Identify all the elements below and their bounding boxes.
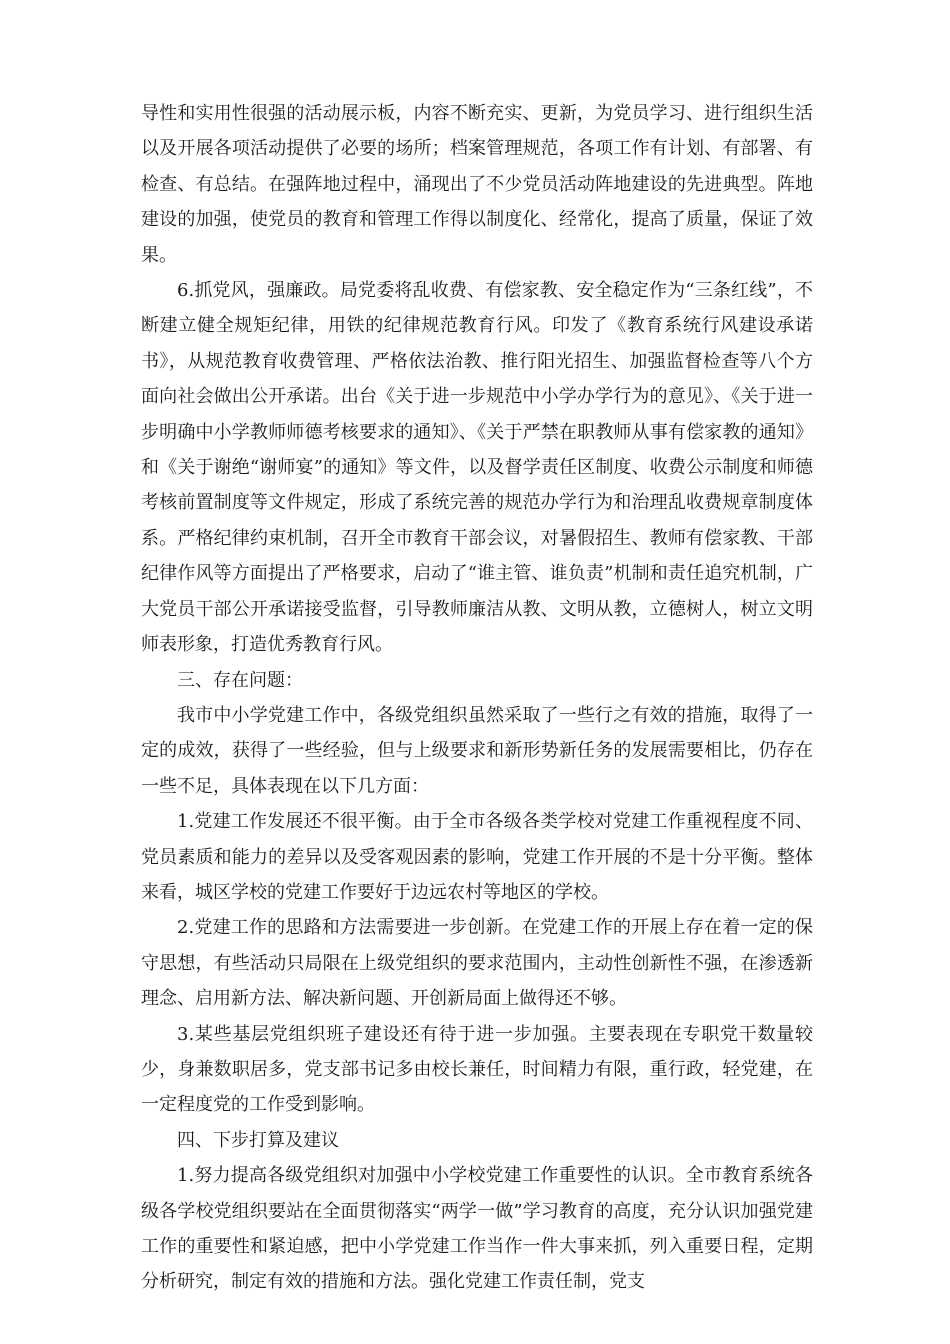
paragraph: 3.某些基层党组织班子建设还有待于进一步加强。主要表现在专职党干数量较少，身兼数职居多，党支部书记多由校长兼任，时间精力有限，重行政，轻党建，在一定程度党的工作受到影响。	[141, 1023, 813, 1116]
paragraph: 6.抓党风，强廉政。局党委将乱收费、有偿家教、安全稳定作为“三条红线”，不断建立健全规矩纪律，用铁的纪律规范教育行风。印发了《教育系统行风建设承诺书》，从规范教育收费管理、严格依法治教、推行阳光招生、加强监督检查等八个方面向社会做出公开承诺。出台《关于进一步规范中小学办学行为的意见》、《关于进一步明确中小学教师师德考核要求的通知》、《关于严禁在职教师从事有偿家教的通知》和《关于谢绝“谢师宴”的通知》等文件，以及督学责任区制度、收费公示制度和师德考核前置制度等文件规定，形成了系统完善的规范办学行为和治理乱收费规章制度体系。严格纪律约束机制，召开全市教育干部会议，对暑假招生、教师有偿家教、干部纪律作风等方面提出了严格要求，启动了“谁主管、谁负责”机制和责任追究机制，广大党员干部公开承诺接受监督，引导教师廉洁从教、文明从教，立德树人，树立文明师表形象，打造优秀教育行风。	[141, 280, 813, 656]
section-heading: 三、存在问题：	[177, 669, 303, 691]
paragraph: 我市中小学党建工作中，各级党组织虽然采取了一些行之有效的措施，取得了一定的成效，获得了一些经验，但与上级要求和新形势新任务的发展需要相比，仍存在一些不足，具体表现在以下几方面：	[141, 704, 813, 797]
section-heading: 四、下步打算及建议	[177, 1129, 339, 1151]
paragraph: 1.努力提高各级党组织对加强中小学校党建工作重要性的认识。全市教育系统各级各学校党组织要站在全面贯彻落实“两学一做”学习教育的高度，充分认识加强党建工作的重要性和紧迫感，把中小学党建工作当作一件大事来抓，列入重要日程，定期分析研究，制定有效的措施和方法。强化党建工作责任制，党支	[141, 1165, 813, 1293]
paragraph: 导性和实用性很强的活动展示板，内容不断充实、更新，为党员学习、进行组织生活以及开展各项活动提供了必要的场所；档案管理规范，各项工作有计划、有部署、有检查、有总结。在强阵地过程中，涌现出了不少党员活动阵地建设的先进典型。阵地建设的加强，使党员的教育和管理工作得以制度化、经常化，提高了质量，保证了效果。	[141, 103, 813, 266]
document-body	[141, 96, 813, 1300]
paragraph: 2.党建工作的思路和方法需要进一步创新。在党建工作的开展上存在着一定的保守思想，有些活动只局限在上级党组织的要求范围内，主动性创新性不强，在渗透新理念、启用新方法、解决新问题、开创新局面上做得还不够。	[141, 917, 813, 1010]
paragraph: 1.党建工作发展还不很平衡。由于全市各级各类学校对党建工作重视程度不同、党员素质和能力的差异以及受客观因素的影响，党建工作开展的不是十分平衡。整体来看，城区学校的党建工作要好于边远农村等地区的学校。	[141, 811, 813, 903]
